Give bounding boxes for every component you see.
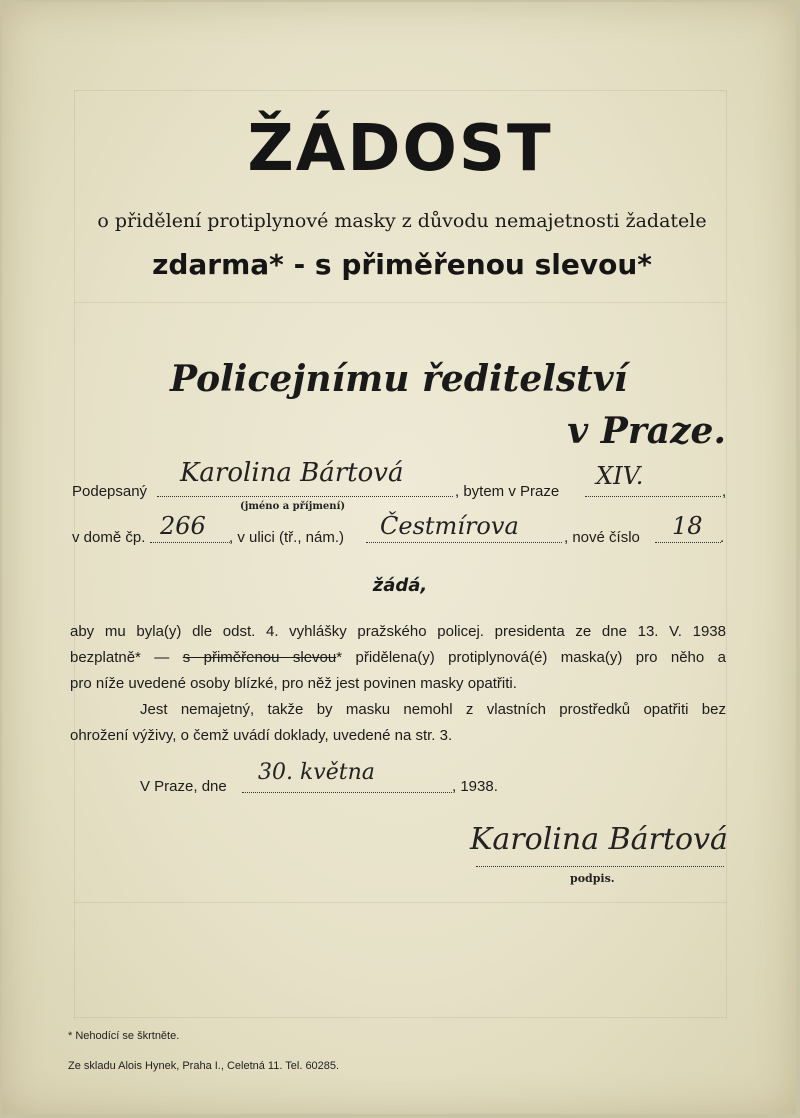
- year-label: , 1938.: [452, 778, 498, 795]
- document-subtitle-bold: zdarma* - s přiměřenou slevou*: [152, 248, 652, 281]
- document-title: ŽÁDOST: [247, 112, 553, 186]
- new-number-value: 18: [672, 512, 703, 540]
- signature-value: Karolina Bártová: [470, 822, 728, 857]
- house-value: 266: [160, 512, 206, 540]
- signature-label: podpis.: [570, 872, 615, 885]
- house-field-line: [150, 542, 230, 543]
- body-line-2-a: bezplatně* —: [70, 649, 183, 666]
- bleed-line: [74, 90, 726, 91]
- document-subtitle: o přidělení protiplynové masky z důvodu nemajetnosti žadatele: [97, 210, 707, 232]
- requests-heading: žádá,: [372, 575, 428, 596]
- name-value: Karolina Bártová: [180, 458, 404, 488]
- place-label: V Praze, dne: [140, 778, 227, 795]
- street-value: Čestmírova: [380, 512, 519, 540]
- period: .: [720, 529, 725, 546]
- footnote: * Nehodící se škrtněte.: [68, 1030, 180, 1042]
- comma: ,: [722, 483, 727, 500]
- signed-label: Podepsaný: [72, 483, 148, 500]
- street-label: , v ulici (tř., nám.): [229, 529, 345, 546]
- street-field-line: [366, 542, 562, 543]
- body-line-2-b: * přidělena(y) protiplynová(é) maska(y) pro něho a: [336, 649, 726, 666]
- district-value: XIV.: [596, 462, 644, 490]
- body-line-3: pro níže uvedené osoby blízké, pro něž jest povinen masky opatřiti.: [70, 675, 517, 692]
- house-label: v domě čp.: [72, 529, 146, 546]
- addressee-line-2: v Praze.: [567, 410, 726, 452]
- bleed-line: [74, 302, 726, 303]
- name-hint: (jméno a příjmení): [240, 501, 346, 512]
- new-number-label: , nové číslo: [564, 529, 640, 546]
- body-line-1: aby mu byla(y) dle odst. 4. vyhlášky pražského policej. presidenta ze dne 13. V. 1938: [70, 623, 726, 640]
- name-field-line: [157, 496, 453, 497]
- new-number-field-line: [655, 542, 721, 543]
- body-line-4: Jest nemajetný, takže by masku nemohl z vlastních prostředků opatřiti bez: [140, 701, 726, 718]
- body-line-5: ohrožení výživy, o čemž uvádí doklady, uvedené na str. 3.: [70, 727, 453, 744]
- district-field-line: [585, 496, 721, 497]
- printer-note: Ze skladu Alois Hynek, Praha I., Celetná 11. Tel. 60285.: [68, 1060, 340, 1072]
- body-line-2: [70, 645, 726, 671]
- residing-label: , bytem v Praze: [455, 483, 560, 500]
- struck-discount-text: s přiměřenou slevou: [182, 649, 337, 666]
- addressee-line-1: Policejnímu ředitelství: [170, 358, 628, 400]
- bleed-line: [74, 902, 726, 903]
- date-field-line: [242, 792, 452, 793]
- bleed-line: [74, 1017, 726, 1018]
- date-value: 30. května: [258, 760, 375, 785]
- signature-line: [476, 866, 724, 867]
